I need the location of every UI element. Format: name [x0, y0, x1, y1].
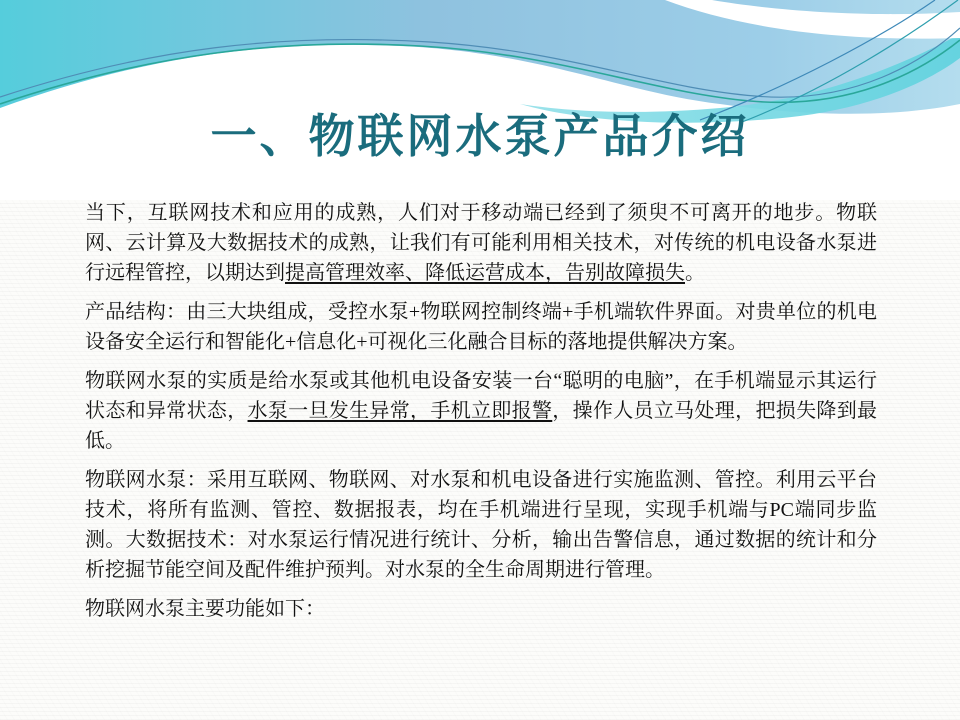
paragraph-text: 当下，互联网技术和应用的成熟，人们对于移动端已经到了须臾不可离开的地步。物联网、云计算及大数据技术的成熟，让我们有可能利用相关技术，对传统的机电设备水泵进行远程管控，以期达到 [85, 202, 877, 284]
body-paragraph-3 [85, 366, 877, 456]
body-paragraph-2 [85, 297, 877, 357]
paragraph-text: 产品结构：由三大块组成，受控水泵+物联网控制终端+手机端软件界面。对贵单位的机电设备安全运行和智能化+信息化+可视化三化融合目标的落地提供解决方案。 [85, 301, 877, 353]
body-paragraph-1 [85, 198, 877, 288]
page-title: 一、物联网水泵产品介绍 [210, 110, 750, 162]
body-paragraph-4 [85, 465, 877, 585]
paragraph-text: ，操作人员立马处理，把损失降到最低。 [85, 400, 878, 452]
paragraph-text: 。 [685, 262, 705, 284]
paragraph-text: 物联网水泵的实质是给水泵或其他机电设备安装一台“聪明的电脑”，在手机端显示其运行状态和异常状态， [85, 370, 877, 422]
underlined-text: 提高管理效率、降低运营成本，告别故障损失 [285, 262, 685, 284]
paragraph-text: 物联网水泵：采用互联网、物联网、对水泵和机电设备进行实施监测、管控。利用云平台技术，将所有监测、管控、数据报表，均在手机端进行呈现，实现手机端与PC端同步监测。大数据技术：对水泵运行情况进行统计、分析，输出告警信息，通过数据的统计和分析挖掘节能空间及配件维护预判。对水泵的全生命周期进行管理。 [85, 469, 877, 581]
body-paragraph-5 [85, 594, 877, 624]
underlined-text: 水泵一旦发生异常，手机立即报警 [247, 400, 553, 422]
paragraph-text: 物联网水泵主要功能如下： [85, 598, 325, 620]
slide-body [85, 198, 877, 633]
